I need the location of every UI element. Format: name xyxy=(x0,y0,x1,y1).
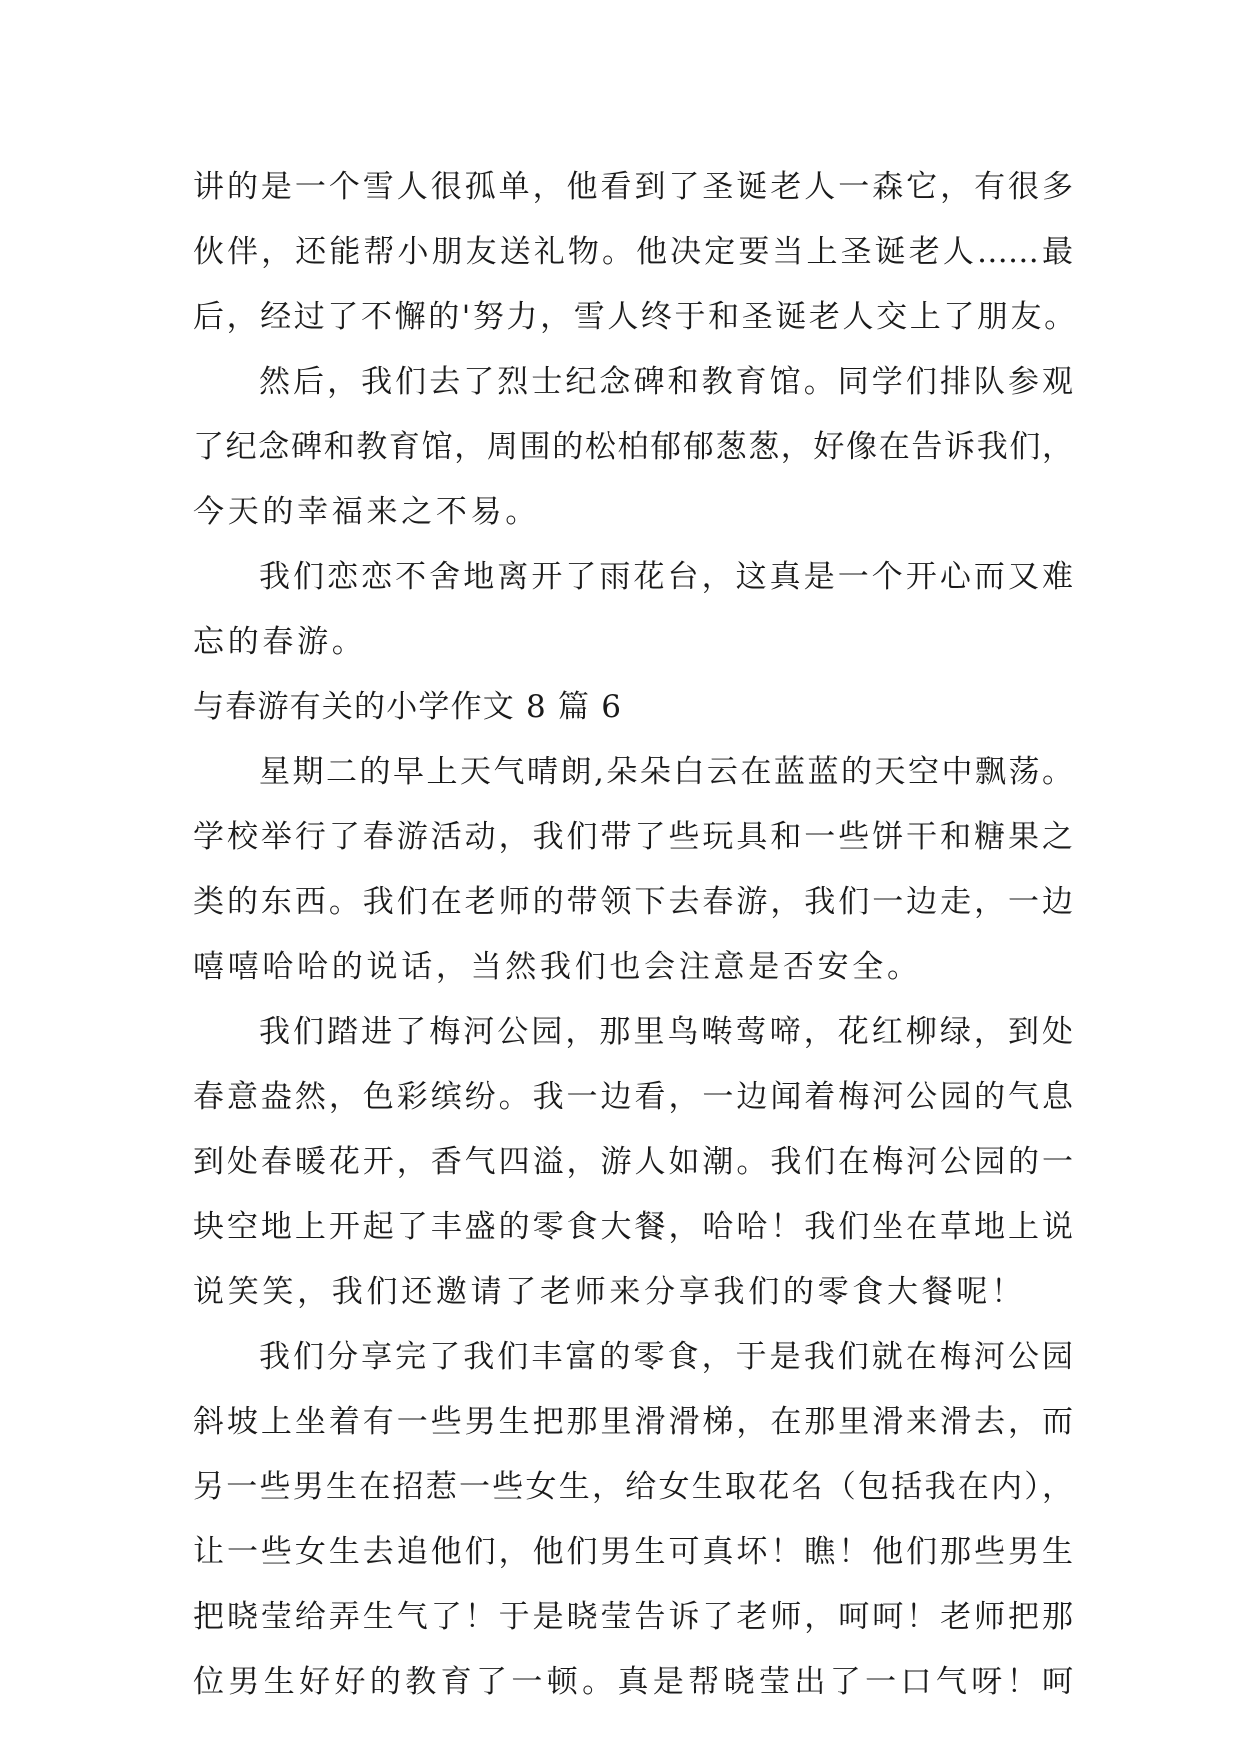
text-line: 到处春暖花开，香气四溢，游人如潮。我们在梅河公园的一 xyxy=(193,1144,1073,1180)
text-line: 星期二的早上天气晴朗,朵朵白云在蓝蓝的天空中飘荡。 xyxy=(259,754,1073,790)
text-line: 让一些女生去追他们，他们男生可真坏！瞧！他们那些男生 xyxy=(193,1534,1073,1570)
text-line: 学校举行了春游活动，我们带了些玩具和一些饼干和糖果之 xyxy=(193,819,1073,855)
text-line: 位男生好好的教育了一顿。真是帮晓莹出了一口气呀！呵 xyxy=(193,1664,1073,1700)
paragraph-slide xyxy=(193,1325,1073,1715)
paragraph-memorial xyxy=(193,350,1073,545)
text-line: 把晓莹给弄生气了！于是晓莹告诉了老师，呵呵！老师把那 xyxy=(193,1599,1073,1635)
text-line: 另一些男生在招惹一些女生，给女生取花名（包括我在内）， xyxy=(193,1469,1073,1505)
paragraph-farewell xyxy=(193,545,1073,675)
text-line: 类的东西。我们在老师的带领下去春游，我们一边走，一边 xyxy=(193,884,1073,920)
text-line: 伙伴，还能帮小朋友送礼物。他决定要当上圣诞老人……最 xyxy=(193,234,1073,270)
text-line: 说笑笑，我们还邀请了老师来分享我们的零食大餐呢！ xyxy=(193,1274,1026,1310)
text-line: 我们恋恋不舍地离开了雨花台，这真是一个开心而又难 xyxy=(259,559,1073,595)
document-page xyxy=(193,155,1078,1715)
text-line: 我们分享完了我们丰富的零食，于是我们就在梅河公园 xyxy=(259,1339,1073,1375)
text-line: 嘻嘻哈哈的说话，当然我们也会注意是否安全。 xyxy=(193,949,922,985)
paragraph-park xyxy=(193,1000,1073,1325)
text-line: 我们踏进了梅河公园，那里鸟啭莺啼，花红柳绿，到处 xyxy=(259,1014,1073,1050)
text-line: 讲的是一个雪人很孤单，他看到了圣诞老人一森它，有很多 xyxy=(193,169,1073,205)
paragraph-snowman xyxy=(193,155,1078,350)
text-line: 斜坡上坐着有一些男生把那里滑滑梯，在那里滑来滑去，而 xyxy=(193,1404,1073,1440)
text-line: 块空地上开起了丰盛的零食大餐，哈哈！我们坐在草地上说 xyxy=(193,1209,1073,1245)
text-line: 了纪念碑和教育馆，周围的松柏郁郁葱葱，好像在告诉我们， xyxy=(193,429,1073,465)
text-line: 后，经过了不懈的'努力，雪人终于和圣诞老人交上了朋友。 xyxy=(193,299,1078,335)
paragraph-tuesday xyxy=(193,740,1073,1000)
text-line: 然后，我们去了烈士纪念碑和教育馆。同学们排队参观 xyxy=(259,364,1073,400)
essay-heading: 与春游有关的小学作文 8 篇 6 xyxy=(193,689,623,725)
text-line: 忘的春游。 xyxy=(193,624,367,660)
text-line: 今天的幸福来之不易。 xyxy=(193,494,540,530)
text-line: 春意盎然，色彩缤纷。我一边看，一边闻着梅河公园的气息 xyxy=(193,1079,1073,1115)
